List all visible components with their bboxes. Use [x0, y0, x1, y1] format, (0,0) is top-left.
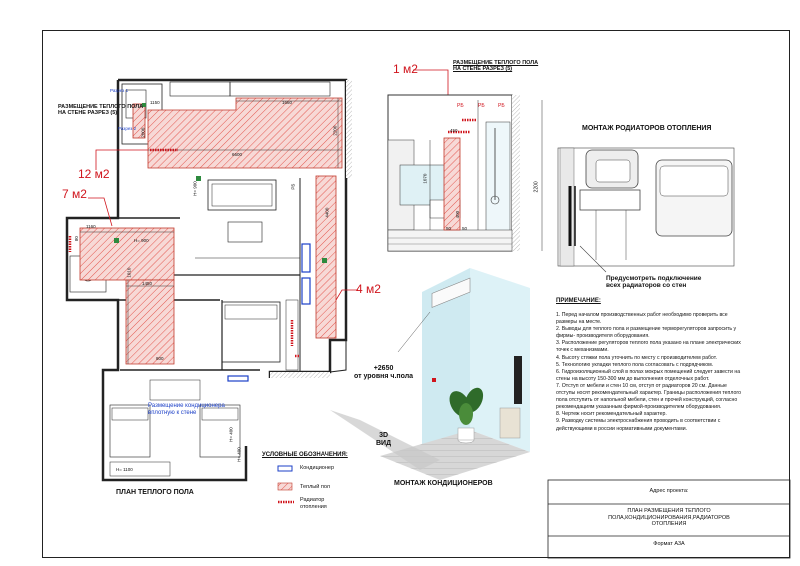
legend-item-radiator: Радиатор отопления	[300, 497, 327, 510]
note-item: 2. Выводы для теплого пола и размещение терморегуляторов запросить у фирмы- производителя оборудования.	[556, 326, 737, 340]
view-3d-label: 3D ВИД	[376, 432, 392, 448]
legend-item-warmfloor: Теплый пол	[300, 484, 330, 490]
area-12-label: 12 м2	[78, 167, 110, 181]
section-dim-50a: 50	[446, 226, 452, 231]
section-dim-400: 400	[455, 210, 461, 219]
note-item: 6. Гидроизоляционный слой в полах мокрых помещений следует завести на стены на высоту 150-300 мм до выполнения отделочных работ.	[556, 368, 741, 382]
ac-placement-note: Размещение кондиционера вплотную к стене	[148, 403, 225, 416]
legend-title: УСЛОВНЫЕ ОБОЗНАЧЕНИЯ:	[262, 452, 348, 458]
razrez-2: Разрез 2	[118, 126, 137, 131]
radiators-note: Предусмотреть подключение всех радиаторов со стен	[606, 275, 702, 290]
dim-2200: 2200	[332, 125, 338, 136]
note-item: 4. Высоту стяжки пола уточнить по месту с производителем работ.	[556, 354, 717, 361]
area-7-label: 7 м2	[62, 187, 87, 201]
plan-title: ПЛАН ТЕПЛОГО ПОЛА	[116, 489, 194, 496]
sheet-title: ПЛАН РАЗМЕЩЕНИЯ ТЕПЛОГО ПОЛА,КОНДИЦИОНИРОВАНИЯ,РАДИАТОРОВ ОТОПЛЕНИЯ	[608, 508, 730, 527]
section-dim-1070: 1070	[422, 173, 428, 184]
project-address: Адрес проекта:	[649, 488, 689, 494]
area-4-label: 4 м2	[356, 282, 381, 296]
note-item: 9. Разводку системы электроснабжения проводить в соответствии с действующими в россии нормативными документами.	[556, 418, 721, 432]
section-dim-50b: 50	[462, 226, 468, 231]
sheet-format: Формат А3А	[653, 541, 685, 547]
dim-4400: 4400	[324, 207, 330, 218]
radiators-title: МОНТАЖ РОДИАТОРОВ ОТОПЛЕНИЯ	[582, 125, 712, 132]
section-dim-2200: 2200	[533, 181, 540, 193]
note-item: 1. Перед началом производственных работ необходимо проверить все размеры на месте.	[556, 312, 728, 326]
dim-6600: 6600	[232, 152, 243, 157]
section-rb-3: РБ	[498, 103, 505, 109]
height-mark-400a: H= 400	[228, 427, 234, 442]
note-item: 8. Чертеж носит рекомендательный характер.	[556, 411, 667, 418]
dim-1150: 1150	[150, 100, 160, 105]
ac-install-title: МОНТАЖ КОНДИЦИОНЕРОВ	[394, 480, 493, 487]
dim-80: 80	[73, 236, 79, 242]
height-mark-900b: H= 900	[134, 238, 149, 243]
bath-label: РАЗМЕЩЕНИЕ ТЕПЛОГО ПОЛА НА СТЕНЕ РАЗРЕЗ (5)	[58, 104, 144, 117]
height-mark-900a: H= 900	[192, 181, 198, 196]
razrez-1: Разрез 1	[110, 88, 129, 93]
section-rb-2: РБ	[478, 103, 485, 109]
height-mark-1100: H= 1100	[116, 467, 133, 472]
dim-800: 800	[156, 356, 164, 361]
drawing-frame	[42, 30, 790, 558]
dim-1450: 1450	[142, 281, 153, 286]
section-area-label: 1 м2	[393, 62, 418, 76]
dim-2000: 2000	[140, 127, 146, 138]
dim-1660: 1660	[282, 100, 293, 105]
note-item: 7. Отступ от мебели и стен 10 см, отступ от радиаторов 20 см. Данные отступы носят рекомендательный характер. Границы расположения теплого пола отступить от напольной мебели, стен и прочей конструкций, согласно рекомендациям указанным фирмой-производителем оборудования.	[556, 382, 741, 411]
dim-1010: 1010	[126, 267, 132, 278]
section-rb-1: РБ	[457, 103, 464, 109]
legend-item-ac: Кондиционер	[300, 465, 335, 471]
radiator-rb-mark: РБ	[290, 183, 296, 190]
section-dim-450: 450	[450, 128, 458, 133]
notes-title: ПРИМЕЧАНИЕ:	[556, 298, 601, 304]
dim-1160: 1160	[86, 224, 96, 229]
ac-height-label: +2650 от уровня ч.пола	[354, 365, 414, 381]
note-item: 5. Технологию укладки теплого пола согласовать с подрядчиком.	[556, 361, 714, 368]
height-mark-400b: H= 400	[236, 447, 242, 462]
notes-list	[556, 312, 746, 433]
section-label: РАЗМЕЩЕНИЕ ТЕПЛОГО ПОЛА НА СТЕНЕ РАЗРЕЗ (5)	[453, 60, 539, 73]
note-item: 3. Расположение регуляторов теплого пола указано на плане электрических точек с механизмами.	[556, 340, 741, 354]
